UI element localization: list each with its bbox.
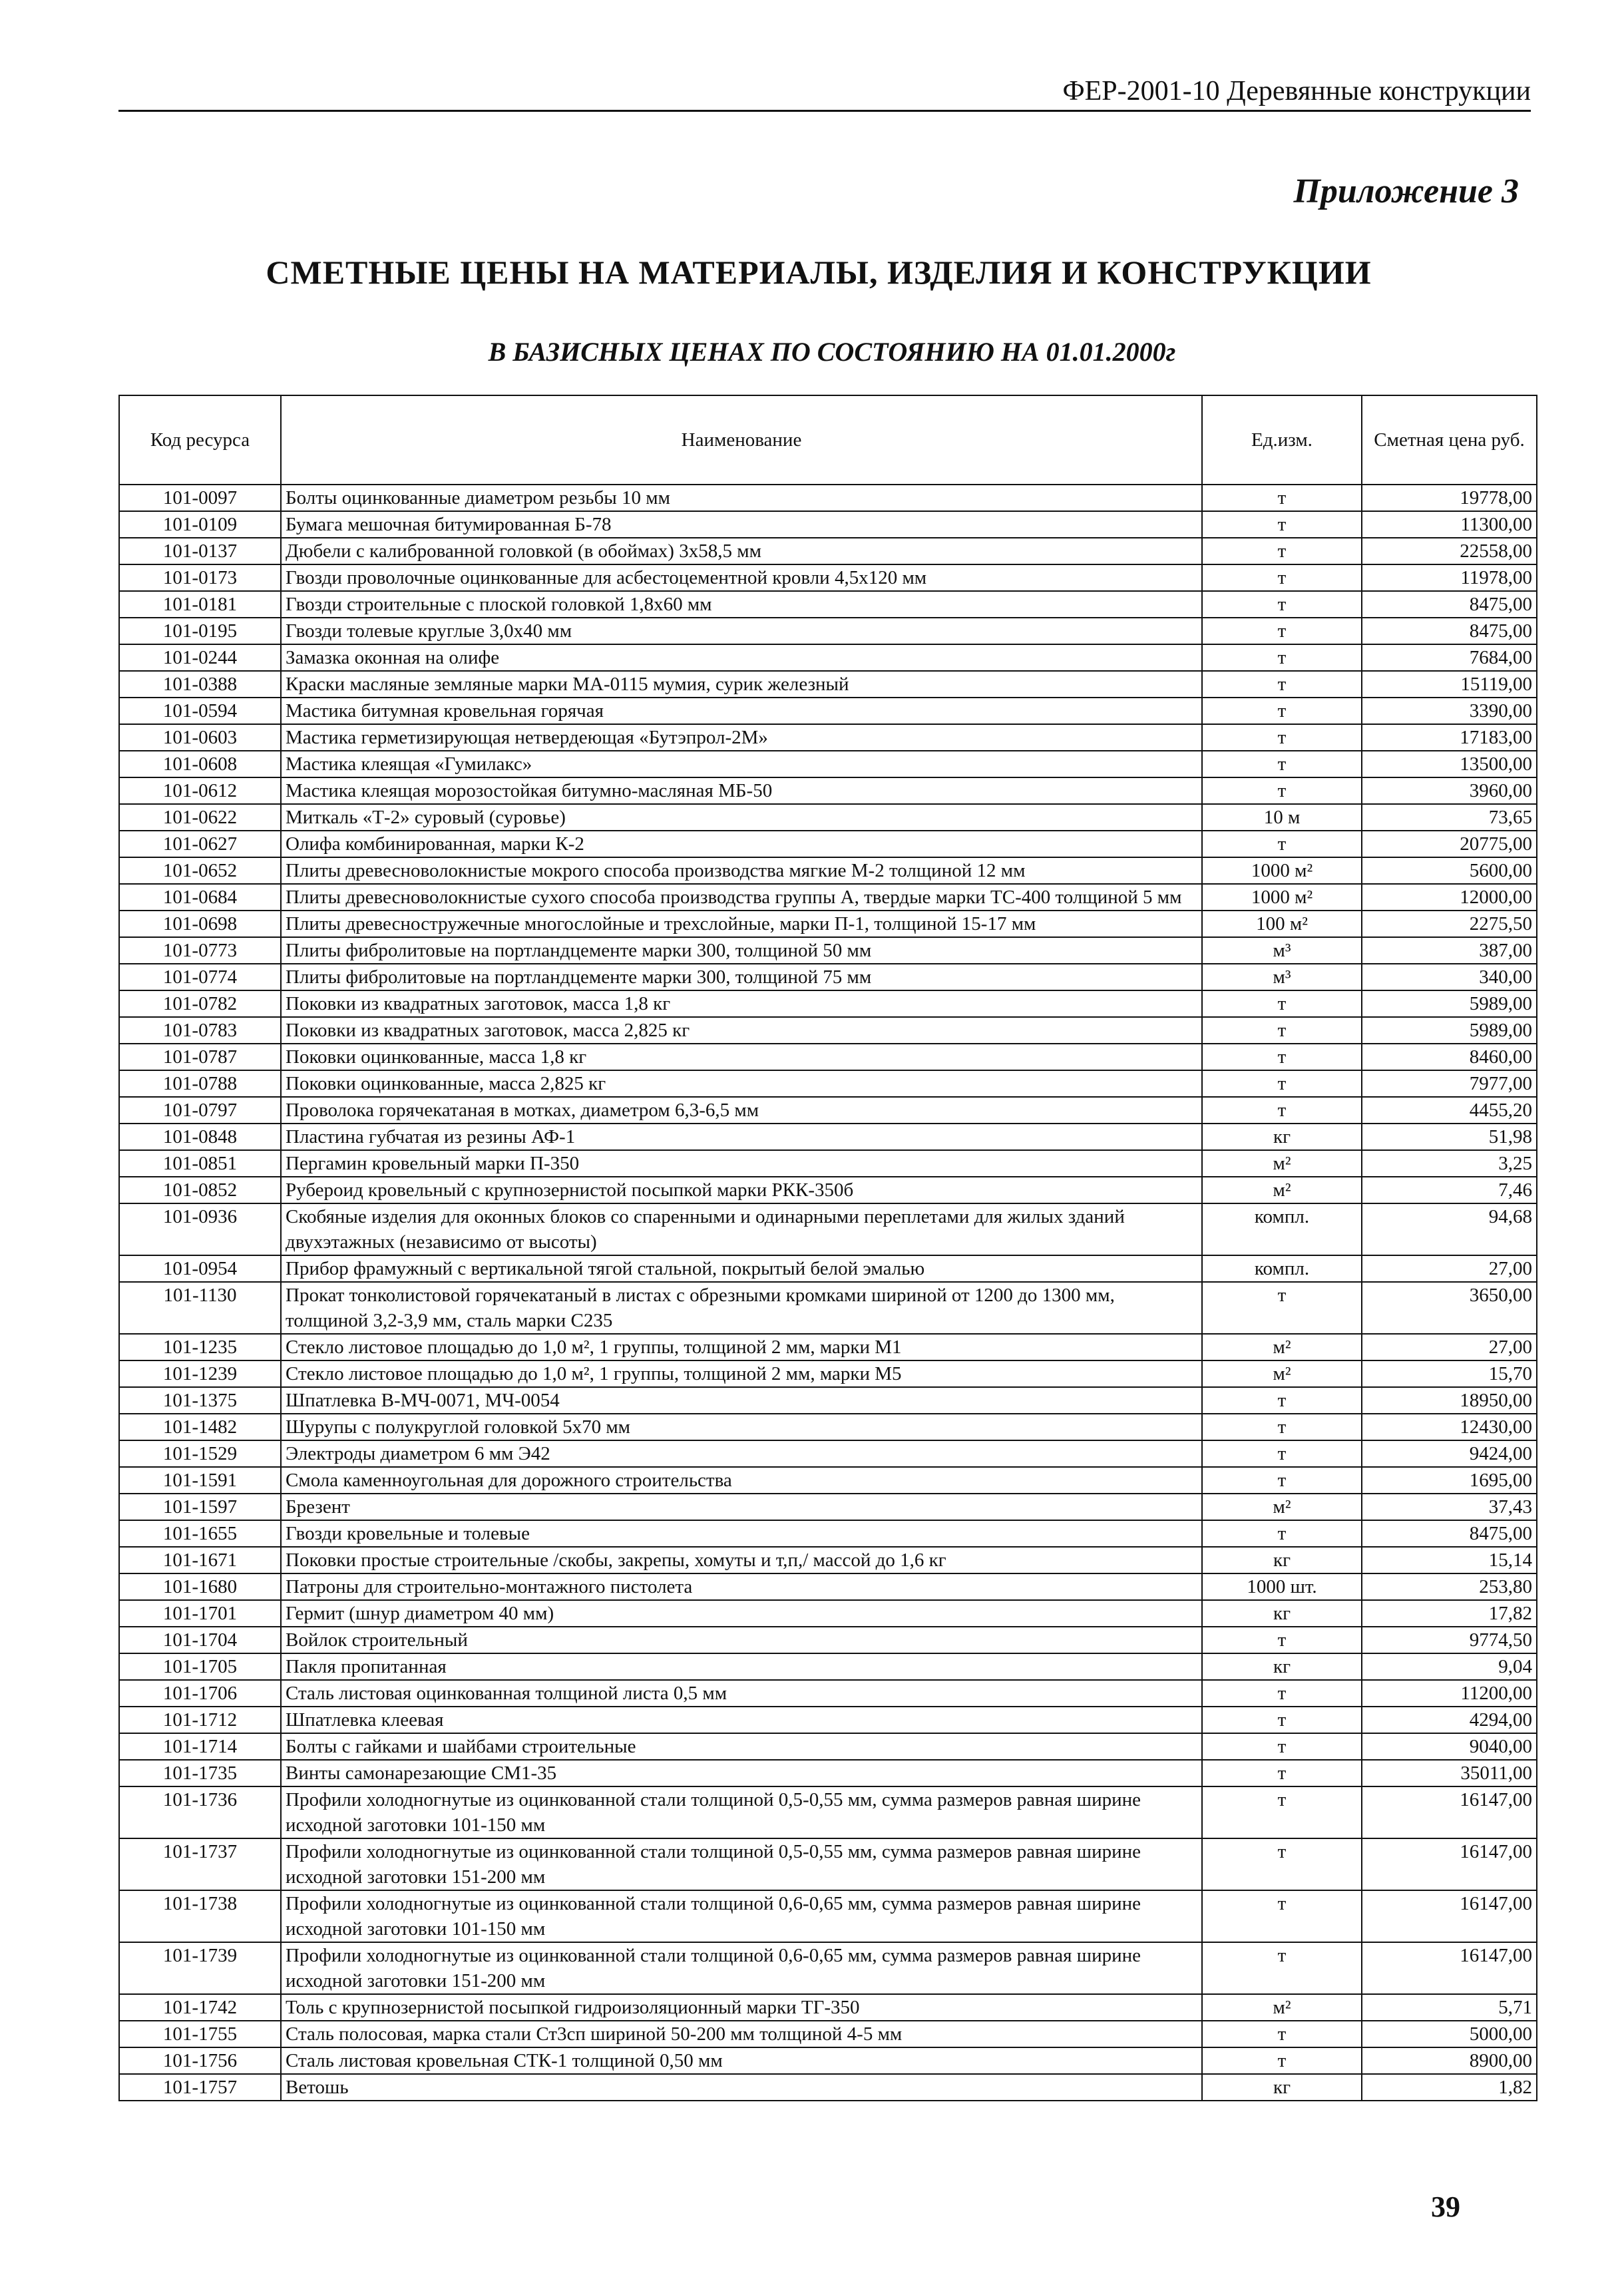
cell-price: 7977,00	[1362, 1070, 1537, 1097]
table-row	[119, 857, 1537, 884]
table-row	[119, 911, 1537, 937]
cell-price: 9774,50	[1362, 1627, 1537, 1653]
cell-name: Винты самонарезающие СМ1-35	[281, 1760, 1202, 1786]
table-row	[119, 1414, 1537, 1440]
cell-unit: т	[1202, 751, 1362, 777]
cell-name: Мастика герметизирующая нетвердеющая «Бутэпрол-2М»	[281, 724, 1202, 751]
cell-unit: кг	[1202, 1124, 1362, 1150]
cell-code: 101-0388	[119, 671, 281, 698]
column-header-unit: Ед.изм.	[1202, 395, 1362, 485]
table-row	[119, 1573, 1537, 1600]
table-row	[119, 698, 1537, 724]
cell-name: Пакля пропитанная	[281, 1653, 1202, 1680]
table-row	[119, 1044, 1537, 1070]
cell-code: 101-1704	[119, 1627, 281, 1653]
cell-price: 27,00	[1362, 1334, 1537, 1360]
cell-unit: т	[1202, 1520, 1362, 1547]
cell-name: Шпатлевка В-МЧ-0071, МЧ-0054	[281, 1387, 1202, 1414]
table-row	[119, 990, 1537, 1017]
cell-unit: т	[1202, 1414, 1362, 1440]
cell-unit: м³	[1202, 937, 1362, 964]
cell-code: 101-0594	[119, 698, 281, 724]
cell-name: Мастика битумная кровельная горячая	[281, 698, 1202, 724]
cell-code: 101-0137	[119, 538, 281, 564]
cell-unit: т	[1202, 1044, 1362, 1070]
cell-name: Поковки простые строительные /скобы, закрепы, хомуты и т,п,/ массой до 1,6 кг	[281, 1547, 1202, 1573]
cell-code: 101-0173	[119, 564, 281, 591]
cell-code: 101-0181	[119, 591, 281, 618]
cell-name: Шпатлевка клеевая	[281, 1707, 1202, 1733]
cell-price: 5989,00	[1362, 1017, 1537, 1044]
cell-code: 101-0851	[119, 1150, 281, 1177]
cell-code: 101-1680	[119, 1573, 281, 1600]
cell-code: 101-0788	[119, 1070, 281, 1097]
cell-code: 101-0773	[119, 937, 281, 964]
page-number: 39	[1431, 2190, 1460, 2223]
cell-code: 101-0852	[119, 1177, 281, 1203]
cell-unit: т	[1202, 1760, 1362, 1786]
cell-unit: 100 м²	[1202, 911, 1362, 937]
running-header	[118, 77, 1531, 112]
cell-price: 7684,00	[1362, 644, 1537, 671]
cell-name: Краски масляные земляные марки МА-0115 мумия, сурик железный	[281, 671, 1202, 698]
cell-price: 8475,00	[1362, 591, 1537, 618]
cell-unit: 10 м	[1202, 804, 1362, 831]
cell-unit: м²	[1202, 1494, 1362, 1520]
cell-price: 19778,00	[1362, 485, 1537, 511]
table-row	[119, 2047, 1537, 2074]
cell-name: Профили холодногнутые из оцинкованной стали толщиной 0,6-0,65 мм, сумма размеров равная ширине исходной заготовки 151-200 мм	[281, 1942, 1202, 1994]
cell-price: 51,98	[1362, 1124, 1537, 1150]
table-row	[119, 1760, 1537, 1786]
table-row	[119, 1467, 1537, 1494]
table-row	[119, 1334, 1537, 1360]
table-row	[119, 964, 1537, 990]
table-row	[119, 724, 1537, 751]
cell-name: Сталь листовая кровельная СТК-1 толщиной 0,50 мм	[281, 2047, 1202, 2074]
cell-price: 35011,00	[1362, 1760, 1537, 1786]
cell-code: 101-0109	[119, 511, 281, 538]
cell-code: 101-0603	[119, 724, 281, 751]
cell-name: Войлок строительный	[281, 1627, 1202, 1653]
table-row	[119, 884, 1537, 911]
cell-code: 101-1739	[119, 1942, 281, 1994]
table-row	[119, 1440, 1537, 1467]
cell-name: Ветошь	[281, 2074, 1202, 2101]
cell-name: Миткаль «Т-2» суровый (суровье)	[281, 804, 1202, 831]
cell-code: 101-0612	[119, 777, 281, 804]
cell-code: 101-1712	[119, 1707, 281, 1733]
cell-code: 101-0783	[119, 1017, 281, 1044]
cell-price: 17183,00	[1362, 724, 1537, 751]
cell-price: 13500,00	[1362, 751, 1537, 777]
cell-unit: т	[1202, 1387, 1362, 1414]
cell-code: 101-1706	[119, 1680, 281, 1707]
table-row	[119, 618, 1537, 644]
cell-name: Скобяные изделия для оконных блоков со спаренными и одинарными переплетами для жилых зданий двухэтажных (независимо от высоты)	[281, 1203, 1202, 1255]
cell-code: 101-1130	[119, 1282, 281, 1334]
cell-name: Олифа комбинированная, марки К-2	[281, 831, 1202, 857]
page-subtitle: В БАЗИСНЫХ ЦЕНАХ ПО СОСТОЯНИЮ НА 01.01.2000г	[488, 337, 1176, 367]
cell-code: 101-1738	[119, 1890, 281, 1942]
cell-unit: т	[1202, 990, 1362, 1017]
cell-name: Сталь листовая оцинкованная толщиной листа 0,5 мм	[281, 1680, 1202, 1707]
cell-price: 3390,00	[1362, 698, 1537, 724]
cell-code: 101-0698	[119, 911, 281, 937]
cell-price: 253,80	[1362, 1573, 1537, 1600]
cell-unit: м²	[1202, 1334, 1362, 1360]
cell-unit: 1000 шт.	[1202, 1573, 1362, 1600]
cell-price: 37,43	[1362, 1494, 1537, 1520]
cell-name: Гермит (шнур диаметром 40 мм)	[281, 1600, 1202, 1627]
table-row	[119, 1733, 1537, 1760]
cell-name: Поковки оцинкованные, масса 2,825 кг	[281, 1070, 1202, 1097]
table-row	[119, 1070, 1537, 1097]
cell-price: 8475,00	[1362, 618, 1537, 644]
table-row	[119, 1387, 1537, 1414]
cell-unit: т	[1202, 1627, 1362, 1653]
cell-name: Поковки из квадратных заготовок, масса 1,8 кг	[281, 990, 1202, 1017]
cell-unit: т	[1202, 831, 1362, 857]
table-row	[119, 485, 1537, 511]
cell-code: 101-0622	[119, 804, 281, 831]
cell-price: 9,04	[1362, 1653, 1537, 1680]
table-row	[119, 1547, 1537, 1573]
cell-price: 15,70	[1362, 1360, 1537, 1387]
cell-price: 18950,00	[1362, 1387, 1537, 1414]
cell-unit: т	[1202, 618, 1362, 644]
cell-price: 16147,00	[1362, 1838, 1537, 1890]
table-row	[119, 1838, 1537, 1890]
cell-unit: т	[1202, 1097, 1362, 1124]
cell-name: Гвозди толевые круглые 3,0х40 мм	[281, 618, 1202, 644]
cell-unit: т	[1202, 2021, 1362, 2047]
cell-name: Профили холодногнутые из оцинкованной стали толщиной 0,5-0,55 мм, сумма размеров равная ширине исходной заготовки 151-200 мм	[281, 1838, 1202, 1890]
cell-unit: 1000 м²	[1202, 884, 1362, 911]
cell-unit: т	[1202, 1707, 1362, 1733]
cell-price: 11978,00	[1362, 564, 1537, 591]
cell-code: 101-1591	[119, 1467, 281, 1494]
table-row	[119, 591, 1537, 618]
cell-unit: т	[1202, 671, 1362, 698]
cell-unit: т	[1202, 1467, 1362, 1494]
table-row	[119, 777, 1537, 804]
table-row	[119, 1203, 1537, 1255]
cell-price: 20775,00	[1362, 831, 1537, 857]
cell-code: 101-1375	[119, 1387, 281, 1414]
cell-price: 9040,00	[1362, 1733, 1537, 1760]
cell-code: 101-1705	[119, 1653, 281, 1680]
cell-name: Замазка оконная на олифе	[281, 644, 1202, 671]
cell-name: Брезент	[281, 1494, 1202, 1520]
cell-price: 8460,00	[1362, 1044, 1537, 1070]
cell-code: 101-1742	[119, 1994, 281, 2021]
cell-price: 12430,00	[1362, 1414, 1537, 1440]
cell-code: 101-0774	[119, 964, 281, 990]
cell-name: Прибор фрамужный с вертикальной тягой стальной, покрытый белой эмалью	[281, 1255, 1202, 1282]
cell-name: Плиты фибролитовые на портландцементе марки 300, толщиной 50 мм	[281, 937, 1202, 964]
cell-code: 101-1239	[119, 1360, 281, 1387]
cell-code: 101-1757	[119, 2074, 281, 2101]
table-row	[119, 1124, 1537, 1150]
cell-name: Дюбели с калиброванной головкой (в обоймах) 3х58,5 мм	[281, 538, 1202, 564]
table-row	[119, 2074, 1537, 2101]
cell-unit: кг	[1202, 1547, 1362, 1573]
cell-unit: т	[1202, 538, 1362, 564]
table-row	[119, 1097, 1537, 1124]
cell-name: Гвозди проволочные оцинкованные для асбестоцементной кровли 4,5х120 мм	[281, 564, 1202, 591]
cell-price: 17,82	[1362, 1600, 1537, 1627]
table-row	[119, 1600, 1537, 1627]
cell-price: 3960,00	[1362, 777, 1537, 804]
cell-price: 3,25	[1362, 1150, 1537, 1177]
cell-code: 101-0097	[119, 485, 281, 511]
cell-name: Профили холодногнутые из оцинкованной стали толщиной 0,5-0,55 мм, сумма размеров равная ширине исходной заготовки 101-150 мм	[281, 1786, 1202, 1838]
cell-name: Поковки из квадратных заготовок, масса 2,825 кг	[281, 1017, 1202, 1044]
cell-unit: т	[1202, 1890, 1362, 1942]
table-row	[119, 1150, 1537, 1177]
cell-name: Поковки оцинкованные, масса 1,8 кг	[281, 1044, 1202, 1070]
column-header-price: Сметная цена руб.	[1362, 395, 1537, 485]
table-row	[119, 1653, 1537, 1680]
cell-unit: кг	[1202, 2074, 1362, 2101]
cell-code: 101-0787	[119, 1044, 281, 1070]
table-row	[119, 1282, 1537, 1334]
table-row	[119, 564, 1537, 591]
table-row	[119, 831, 1537, 857]
table-row	[119, 1177, 1537, 1203]
cell-unit: кг	[1202, 1600, 1362, 1627]
cell-name: Смола каменноугольная для дорожного строительства	[281, 1467, 1202, 1494]
cell-unit: м²	[1202, 1150, 1362, 1177]
cell-price: 73,65	[1362, 804, 1537, 831]
cell-code: 101-1597	[119, 1494, 281, 1520]
cell-unit: т	[1202, 2047, 1362, 2074]
cell-unit: т	[1202, 1942, 1362, 1994]
cell-name: Шурупы с полукруглой головкой 5х70 мм	[281, 1414, 1202, 1440]
cell-code: 101-1714	[119, 1733, 281, 1760]
column-header-code: Код ресурса	[119, 395, 281, 485]
cell-code: 101-0627	[119, 831, 281, 857]
cell-name: Бумага мешочная битумированная Б-78	[281, 511, 1202, 538]
cell-unit: компл.	[1202, 1255, 1362, 1282]
cell-unit: т	[1202, 644, 1362, 671]
cell-unit: т	[1202, 564, 1362, 591]
table-row	[119, 1942, 1537, 1994]
cell-price: 387,00	[1362, 937, 1537, 964]
cell-code: 101-1701	[119, 1600, 281, 1627]
cell-code: 101-0936	[119, 1203, 281, 1255]
cell-price: 4294,00	[1362, 1707, 1537, 1733]
cell-code: 101-0797	[119, 1097, 281, 1124]
header-title: ФЕР-2001-10 Деревянные конструкции	[1062, 76, 1531, 106]
cell-name: Плиты фибролитовые на портландцементе марки 300, толщиной 75 мм	[281, 964, 1202, 990]
table-row	[119, 751, 1537, 777]
cell-unit: т	[1202, 1838, 1362, 1890]
cell-name: Прокат тонколистовой горячекатаный в листах с обрезными кромками шириной от 1200 до 1300 мм, толщиной 3,2-3,9 мм, сталь марки С235	[281, 1282, 1202, 1334]
cell-price: 1,82	[1362, 2074, 1537, 2101]
cell-code: 101-1735	[119, 1760, 281, 1786]
table-row	[119, 1707, 1537, 1733]
cell-code: 101-1756	[119, 2047, 281, 2074]
cell-unit: 1000 м²	[1202, 857, 1362, 884]
cell-price: 1695,00	[1362, 1467, 1537, 1494]
cell-name: Гвозди строительные с плоской головкой 1,8х60 мм	[281, 591, 1202, 618]
table-row	[119, 1255, 1537, 1282]
table-row	[119, 1360, 1537, 1387]
cell-unit: м²	[1202, 1994, 1362, 2021]
table-row	[119, 804, 1537, 831]
cell-name: Пергамин кровельный марки П-350	[281, 1150, 1202, 1177]
cell-unit: т	[1202, 1786, 1362, 1838]
cell-code: 101-1482	[119, 1414, 281, 1440]
cell-unit: компл.	[1202, 1203, 1362, 1255]
cell-code: 101-0954	[119, 1255, 281, 1282]
cell-name: Патроны для строительно-монтажного пистолета	[281, 1573, 1202, 1600]
table-row	[119, 1627, 1537, 1653]
cell-code: 101-0782	[119, 990, 281, 1017]
cell-price: 22558,00	[1362, 538, 1537, 564]
cell-price: 94,68	[1362, 1203, 1537, 1255]
cell-code: 101-1529	[119, 1440, 281, 1467]
table-row	[119, 1994, 1537, 2021]
cell-unit: м²	[1202, 1177, 1362, 1203]
cell-price: 5989,00	[1362, 990, 1537, 1017]
cell-price: 5,71	[1362, 1994, 1537, 2021]
cell-price: 12000,00	[1362, 884, 1537, 911]
table-row	[119, 1890, 1537, 1942]
cell-price: 7,46	[1362, 1177, 1537, 1203]
cell-price: 8475,00	[1362, 1520, 1537, 1547]
table-row	[119, 1786, 1537, 1838]
cell-unit: т	[1202, 511, 1362, 538]
cell-unit: т	[1202, 777, 1362, 804]
cell-price: 16147,00	[1362, 1890, 1537, 1942]
cell-code: 101-1755	[119, 2021, 281, 2047]
cell-name: Болты оцинкованные диаметром резьбы 10 мм	[281, 485, 1202, 511]
cell-name: Толь с крупнозернистой посыпкой гидроизоляционный марки ТГ-350	[281, 1994, 1202, 2021]
cell-price: 11200,00	[1362, 1680, 1537, 1707]
cell-unit: т	[1202, 1017, 1362, 1044]
cell-price: 11300,00	[1362, 511, 1537, 538]
table-row	[119, 511, 1537, 538]
appendix-label: Приложение 3	[1293, 172, 1519, 210]
cell-price: 15,14	[1362, 1547, 1537, 1573]
cell-unit: т	[1202, 724, 1362, 751]
cell-code: 101-1736	[119, 1786, 281, 1838]
table-row	[119, 2021, 1537, 2047]
cell-price: 5600,00	[1362, 857, 1537, 884]
cell-name: Стекло листовое площадью до 1,0 м², 1 группы, толщиной 2 мм, марки М1	[281, 1334, 1202, 1360]
table-row	[119, 538, 1537, 564]
cell-name: Проволока горячекатаная в мотках, диаметром 6,3-6,5 мм	[281, 1097, 1202, 1124]
cell-name: Гвозди кровельные и толевые	[281, 1520, 1202, 1547]
cell-code: 101-0244	[119, 644, 281, 671]
page-title: СМЕТНЫЕ ЦЕНЫ НА МАТЕРИАЛЫ, ИЗДЕЛИЯ И КОНСТРУКЦИИ	[266, 254, 1372, 291]
cell-unit: т	[1202, 1070, 1362, 1097]
cell-code: 101-0652	[119, 857, 281, 884]
cell-name: Плиты древесностружечные многослойные и трехслойные, марки П-1, толщиной 15-17 мм	[281, 911, 1202, 937]
table-row	[119, 937, 1537, 964]
price-table	[118, 395, 1537, 2101]
cell-price: 8900,00	[1362, 2047, 1537, 2074]
cell-price: 3650,00	[1362, 1282, 1537, 1334]
cell-unit: т	[1202, 1733, 1362, 1760]
column-header-name: Наименование	[281, 395, 1202, 485]
cell-price: 16147,00	[1362, 1942, 1537, 1994]
cell-code: 101-1671	[119, 1547, 281, 1573]
table-header	[119, 395, 1537, 485]
cell-price: 4455,20	[1362, 1097, 1537, 1124]
cell-unit: т	[1202, 1440, 1362, 1467]
cell-unit: т	[1202, 698, 1362, 724]
header-row	[119, 395, 1537, 485]
cell-name: Пластина губчатая из резины АФ-1	[281, 1124, 1202, 1150]
cell-code: 101-1737	[119, 1838, 281, 1890]
cell-code: 101-1235	[119, 1334, 281, 1360]
cell-name: Плиты древесноволокнистые мокрого способа производства мягкие М-2 толщиной 12 мм	[281, 857, 1202, 884]
table-body	[119, 485, 1537, 2101]
cell-code: 101-0195	[119, 618, 281, 644]
cell-unit: м³	[1202, 964, 1362, 990]
cell-unit: кг	[1202, 1653, 1362, 1680]
table-row	[119, 1494, 1537, 1520]
cell-name: Болты с гайками и шайбами строительные	[281, 1733, 1202, 1760]
cell-unit: т	[1202, 1282, 1362, 1334]
cell-unit: т	[1202, 1680, 1362, 1707]
cell-name: Электроды диаметром 6 мм Э42	[281, 1440, 1202, 1467]
cell-price: 15119,00	[1362, 671, 1537, 698]
cell-price: 9424,00	[1362, 1440, 1537, 1467]
cell-unit: м²	[1202, 1360, 1362, 1387]
cell-unit: т	[1202, 591, 1362, 618]
cell-name: Мастика клеящая «Гумилакс»	[281, 751, 1202, 777]
cell-code: 101-0848	[119, 1124, 281, 1150]
table-row	[119, 1017, 1537, 1044]
cell-price: 16147,00	[1362, 1786, 1537, 1838]
cell-price: 27,00	[1362, 1255, 1537, 1282]
table-row	[119, 1680, 1537, 1707]
cell-name: Рубероид кровельный с крупнозернистой посыпкой марки РКК-350б	[281, 1177, 1202, 1203]
cell-name: Сталь полосовая, марка стали Ст3сп шириной 50-200 мм толщиной 4-5 мм	[281, 2021, 1202, 2047]
cell-code: 101-1655	[119, 1520, 281, 1547]
cell-code: 101-0608	[119, 751, 281, 777]
cell-name: Плиты древесноволокнистые сухого способа производства группы А, твердые марки ТС-400 толщиной 5 мм	[281, 884, 1202, 911]
table-row	[119, 644, 1537, 671]
cell-name: Профили холодногнутые из оцинкованной стали толщиной 0,6-0,65 мм, сумма размеров равная ширине исходной заготовки 101-150 мм	[281, 1890, 1202, 1942]
table-row	[119, 671, 1537, 698]
cell-price: 2275,50	[1362, 911, 1537, 937]
table-row	[119, 1520, 1537, 1547]
cell-price: 340,00	[1362, 964, 1537, 990]
cell-name: Мастика клеящая морозостойкая битумно-масляная МБ-50	[281, 777, 1202, 804]
cell-code: 101-0684	[119, 884, 281, 911]
cell-name: Стекло листовое площадью до 1,0 м², 1 группы, толщиной 2 мм, марки М5	[281, 1360, 1202, 1387]
cell-unit: т	[1202, 485, 1362, 511]
cell-price: 5000,00	[1362, 2021, 1537, 2047]
